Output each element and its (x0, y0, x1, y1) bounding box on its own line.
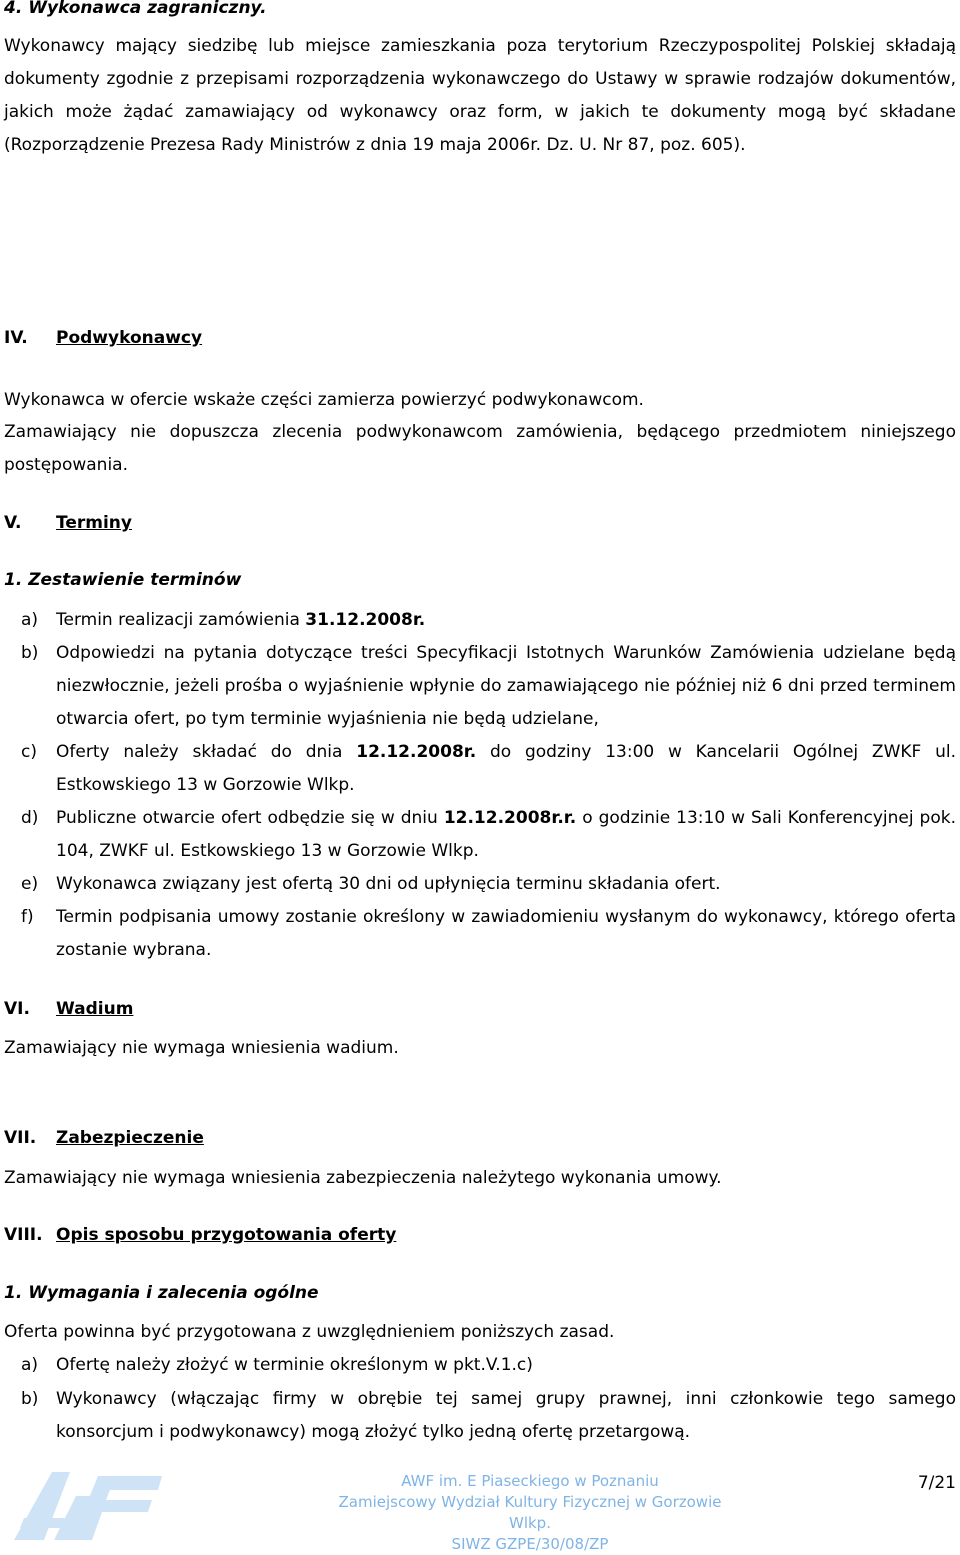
list-item-v-c (4, 736, 956, 802)
list-item-v-e (4, 868, 956, 901)
list-item-v-a (4, 604, 956, 637)
section-vii-text: Zamawiający nie wymaga wniesienia zabezpieczenia należytego wykonania umowy. (4, 1168, 722, 1188)
section-iv-title: Podwykonawcy (56, 328, 203, 348)
list-text: Publiczne otwarcie ofert odbędzie się w dniu (56, 808, 444, 828)
section-4-text: Wykonawcy mający siedzibę lub miejsce zamieszkania poza terytorium Rzeczypospolitej Polskiej składają dokumenty zgodnie z przepisami rozporządzenia wykonawczego do Ustawy w sprawie rodzajów dokumentów, jakich może żądać zamawiający od wykonawcy oraz form, w jakich te dokumenty mogą być składane (Rozporządzenie Prezesa Rady Ministrów z dnia 19 maja 2006r. Dz. U. Nr 87, poz. 605). (4, 36, 956, 155)
section-viii-intro: Oferta powinna być przygotowana z uwzględnieniem poniższych zasad. (4, 1322, 615, 1342)
date-value: 31.12.2008r. (305, 610, 426, 630)
list-text: Wykonawcy (włączając firmy w obrębie tej samej grupy prawnej, inni członkowie tego samego konsorcjum i podwykonawcy) mogą złożyć tylko jedną ofertę przetargową. (56, 1389, 956, 1442)
list-label: a) (21, 610, 39, 630)
section-iv-line-2: Zamawiający nie dopuszcza zlecenia podwykonawcom zamówienia, będącego przedmiotem niniejszego postępowania. (4, 422, 956, 475)
list-text-cont: do godziny 13:00 w Kancelarii Ogólnej ZWKF ul. Estkowskiego 13 w Gorzowie Wlkp. (56, 742, 956, 795)
list-label: a) (21, 1355, 39, 1375)
list-item-v-d (4, 802, 956, 868)
footer-line-3: SIWZ GZPE/30/08/ZP (451, 1535, 609, 1553)
footer-line-1: AWF im. E Piaseckiego w Poznaniu (401, 1472, 659, 1490)
date-value: 12.12.2008r.r. (443, 808, 577, 828)
section-vii-title: Zabezpieczenie (56, 1128, 204, 1148)
list-text-cont: o godzinie 13:10 w Sali Konferencyjnej pok. 104, ZWKF ul. Estkowskiego 13 w Gorzowie Wlkp. (56, 808, 956, 861)
list-text: Termin realizacji zamówienia (56, 610, 306, 630)
section-iv-number: IV. (4, 328, 28, 348)
list-item-v-f (4, 901, 956, 967)
list-text: Termin podpisania umowy zostanie określony w zawiadomieniu wysłanym do wykonawcy, którego oferta zostanie wybrana. (56, 907, 956, 960)
list-item-viii-a (4, 1349, 956, 1382)
list-label: f) (21, 907, 34, 927)
section-viii-subheading: 1. Wymagania i zalecenia ogólne (4, 1283, 319, 1303)
footer-institution (330, 1471, 730, 1555)
list-text: Wykonawca związany jest ofertą 30 dni od upłynięcia terminu składania ofert. (56, 874, 721, 894)
list-label: e) (21, 874, 39, 894)
section-v-number: V. (4, 513, 22, 533)
list-label: b) (21, 1389, 39, 1409)
list-label: b) (21, 643, 39, 663)
footer-line-2: Zamiejscowy Wydział Kultury Fizycznej w Gorzowie Wlkp. (338, 1493, 722, 1532)
section-vi-text: Zamawiający nie wymaga wniesienia wadium. (4, 1038, 399, 1058)
section-vi-title: Wadium (56, 999, 134, 1019)
list-text: Oferty należy składać do dnia (56, 742, 357, 762)
list-item-v-b (4, 637, 956, 736)
section-vi-number: VI. (4, 999, 30, 1019)
section-v-subheading: 1. Zestawienie terminów (4, 570, 242, 590)
list-label: c) (21, 742, 37, 762)
section-v-title: Terminy (56, 513, 132, 533)
list-text: Ofertę należy złożyć w terminie określonym w pkt.V.1.c) (56, 1355, 533, 1375)
list-item-viii-b (4, 1383, 956, 1449)
page-number: 7/21 (917, 1473, 956, 1493)
list-text: Odpowiedzi na pytania dotyczące treści Specyfikacji Istotnych Warunków Zamówienia udzielane będą niezwłocznie, jeżeli prośba o wyjaśnienie wpłynie do zamawiającego nie później niż 6 dni przed terminem otwarcia ofert, po tym terminie wyjaśnienia nie będą udzielane, (56, 643, 956, 729)
list-label: d) (21, 808, 39, 828)
section-vii-number: VII. (4, 1128, 37, 1148)
section-iv-line-1: Wykonawca w ofercie wskaże części zamierza powierzyć podwykonawcom. (4, 390, 644, 410)
section-4-heading: 4. Wykonawca zagraniczny. (4, 0, 267, 18)
date-value: 12.12.2008r. (356, 742, 477, 762)
awf-logo-icon (14, 1466, 162, 1540)
section-viii-title: Opis sposobu przygotowania oferty (56, 1225, 397, 1245)
section-viii-number: VIII. (4, 1225, 43, 1245)
